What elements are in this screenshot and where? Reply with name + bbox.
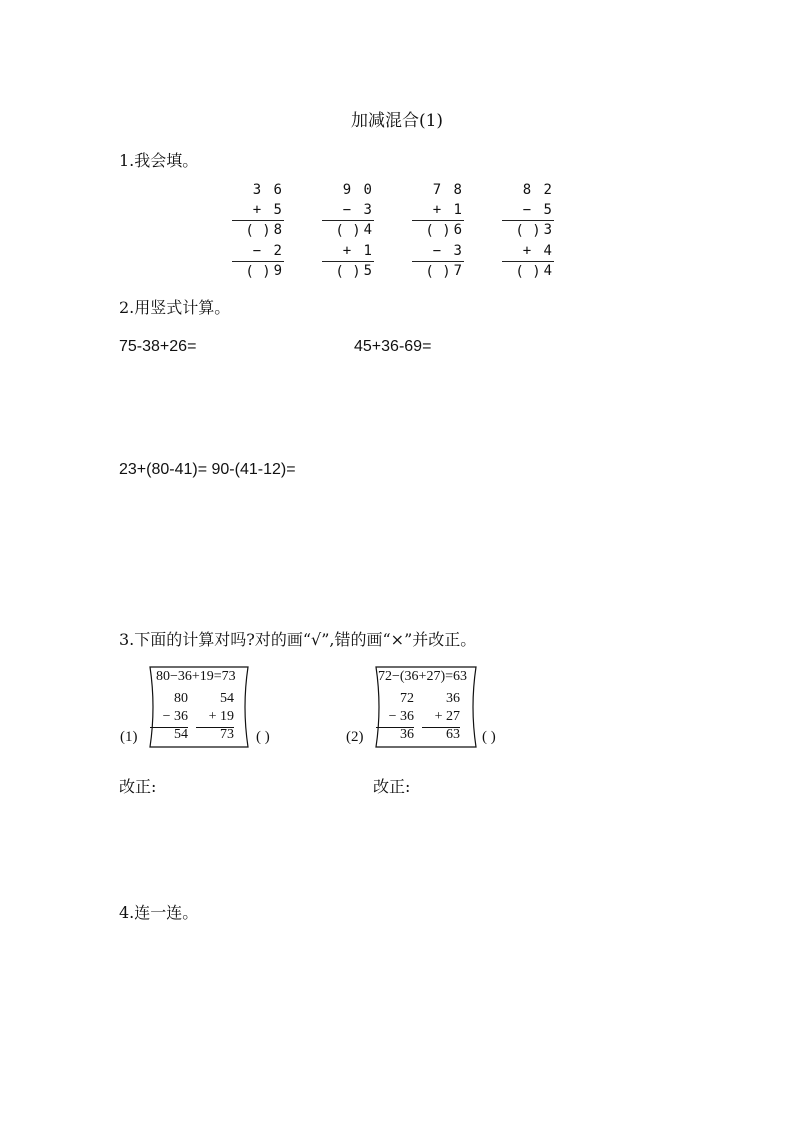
question-3-label: 3.下面的计算对吗?对的画“√”,错的画“×”并改正。 [119,630,477,649]
card-title: 80−36+19=73 [156,669,236,684]
calc-card-1 [146,665,252,749]
answer-blank-2[interactable]: ( ) [425,264,451,280]
card-number: + 27 [434,709,460,724]
vertical-calc-3 [412,180,464,282]
calc-operation-2: + 1 5 [322,241,374,262]
calc-card-2 [372,665,480,749]
card-title: 72−(36+27)=63 [378,669,468,684]
card-number: 80 [174,691,188,706]
expression-2: 45+36-69= [354,338,432,355]
answer-blank-1[interactable]: ( ) [335,223,361,239]
calc-operation-1: − 5 3 [502,200,554,221]
card-number: 72 [400,691,414,706]
card-2-answer-blank[interactable]: ( ) [482,729,496,745]
vertical-calc-4 [502,180,554,282]
calc-operation-2: + 4 4 [502,241,554,262]
calc-operation-1: + 5 8 [232,200,284,221]
card-number: + 19 [208,709,234,724]
calc-operation-2: − 3 7 [412,241,464,262]
card-result: 36 [400,727,414,742]
answer-blank-1[interactable]: ( ) [425,223,451,239]
calc-top-number: 3 6 [252,182,284,198]
card-result: 63 [446,727,460,742]
card-number: − 36 [162,709,188,724]
question-2-label: 2.用竖式计算。 [119,298,231,317]
expression-3: 23+(80-41)= 90-(41-12)= [119,461,296,478]
question-1-label: 1.我会填。 [119,151,199,170]
calc-top-number: 7 8 [432,182,464,198]
card-number: − 36 [388,709,414,724]
calc-top-number: 8 2 [522,182,554,198]
card-result: 73 [220,727,234,742]
calc-operation-1: − 3 4 [322,200,374,221]
question-4-label: 4.连一连。 [119,903,199,922]
card-1-number: (1) [120,729,138,745]
answer-blank-2[interactable]: ( ) [515,264,541,280]
card-1-fix-label: 改正: [119,777,157,796]
card-1-answer-blank[interactable]: ( ) [256,729,270,745]
card-number: 54 [220,691,234,706]
calc-operation-1: + 1 6 [412,200,464,221]
card-2-number: (2) [346,729,364,745]
answer-blank-2[interactable]: ( ) [245,264,271,280]
page-title: 加减混合(1) [350,111,444,131]
card-2-fix-label: 改正: [373,777,411,796]
expression-1: 75-38+26= [119,338,197,355]
vertical-calc-2 [322,180,374,282]
card-result: 54 [174,727,188,742]
calc-top-number: 9 0 [342,182,374,198]
card-number: 36 [446,691,460,706]
calc-operation-2: − 2 9 [232,241,284,262]
vertical-calc-1 [232,180,284,282]
answer-blank-1[interactable]: ( ) [245,223,271,239]
answer-blank-1[interactable]: ( ) [515,223,541,239]
answer-blank-2[interactable]: ( ) [335,264,361,280]
